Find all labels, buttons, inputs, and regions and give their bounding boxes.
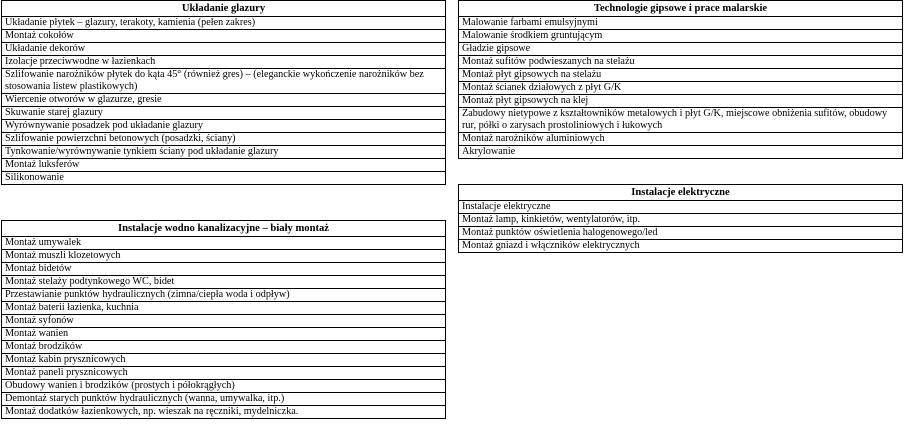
- table-row: [2, 263, 446, 276]
- list-item: Montaż płyt gipsowych na klej: [459, 95, 903, 108]
- table-row: [459, 201, 903, 214]
- table-row: [2, 289, 446, 302]
- list-item: Silikonowanie: [2, 172, 446, 185]
- table-row: [2, 159, 446, 172]
- list-item: Instalacje elektryczne: [459, 201, 903, 214]
- table-row: [459, 56, 903, 69]
- list-item: Akrylowanie: [459, 146, 903, 159]
- table-row: [459, 214, 903, 227]
- table-row: [2, 107, 446, 120]
- list-item: Montaż narożników aluminiowych: [459, 133, 903, 146]
- list-item: Wyrównywanie posadzek pod układanie glazury: [2, 120, 446, 133]
- list-item: Izolacje przeciwwodne w łazienkach: [2, 56, 446, 69]
- table-row: [2, 393, 446, 406]
- list-item: Montaż wanien: [2, 328, 446, 341]
- list-item: Montaż punktów oświetlenia halogenowego/led: [459, 227, 903, 240]
- list-item: Malowanie farbami emulsyjnymi: [459, 17, 903, 30]
- list-item: Montaż cokołów: [2, 30, 446, 43]
- list-item: Montaż luksferów: [2, 159, 446, 172]
- table-row: [2, 302, 446, 315]
- table-title: Instalacje wodno kanalizacyjne – biały montaż: [2, 221, 446, 237]
- list-item: Montaż kabin prysznicowych: [2, 354, 446, 367]
- table-title: Instalacje elektryczne: [459, 185, 903, 201]
- list-item: Skuwanie starej glazury: [2, 107, 446, 120]
- list-item: Demontaż starych punktów hydraulicznych (wanna, umywalka, itp.): [2, 393, 446, 406]
- table-row: [459, 108, 903, 133]
- table-row: [2, 237, 446, 250]
- list-item: Wiercenie otworów w glazurze, gresie: [2, 94, 446, 107]
- table-row: [459, 227, 903, 240]
- list-item: Obudowy wanien i brodzików (prostych i półokrągłych): [2, 380, 446, 393]
- list-item: Gładzie gipsowe: [459, 43, 903, 56]
- table-row: [2, 406, 446, 419]
- table-row: [459, 17, 903, 30]
- table-row: [459, 82, 903, 95]
- list-item: Montaż bidetów: [2, 263, 446, 276]
- table-elektryka: [458, 184, 903, 253]
- list-item: Układanie płytek – glazury, terakoty, kamienia (pełen zakres): [2, 17, 446, 30]
- table-row: [2, 94, 446, 107]
- list-item: Montaż sufitów podwieszanych na stelażu: [459, 56, 903, 69]
- table-row: [459, 240, 903, 253]
- list-item: Montaż umywalek: [2, 237, 446, 250]
- table-row: [2, 380, 446, 393]
- list-item: Tynkowanie/wyrównywanie tynkiem ściany pod układanie glazury: [2, 146, 446, 159]
- list-item: Szlifowanie powierzchni betonowych (posadzki, ściany): [2, 133, 446, 146]
- table-row: [2, 315, 446, 328]
- table-row: [2, 69, 446, 94]
- table-row: [2, 43, 446, 56]
- list-item: Montaż syfonów: [2, 315, 446, 328]
- table-row: [2, 276, 446, 289]
- list-item: Malowanie środkiem gruntującym: [459, 30, 903, 43]
- list-item: Montaż dodatków łazienkowych, np. wieszak na ręczniki, mydelniczka.: [2, 406, 446, 419]
- table-row: [459, 95, 903, 108]
- list-item: Układanie dekorów: [2, 43, 446, 56]
- list-item: Przestawianie punktów hydraulicznych (zimna/ciepła woda i odpływ): [2, 289, 446, 302]
- table-title: Układanie glazury: [2, 1, 446, 17]
- list-item: Zabudowy nietypowe z kształtowników metalowych i płyt G/K, miejscowe obniżenia sufitów, obudowy rur, półki o zarysach prostoliniowych i łukowych: [459, 108, 903, 133]
- table-row: [459, 69, 903, 82]
- table-row: [2, 354, 446, 367]
- table-glazura: [1, 0, 446, 185]
- list-item: Montaż baterii łazienka, kuchnia: [2, 302, 446, 315]
- list-item: Montaż stelaży podtynkowego WC, bidet: [2, 276, 446, 289]
- list-item: Montaż ścianek działowych z płyt G/K: [459, 82, 903, 95]
- list-item: Montaż lamp, kinkietów, wentylatorów, itp.: [459, 214, 903, 227]
- table-row: [2, 367, 446, 380]
- table-title: Technologie gipsowe i prace malarskie: [459, 1, 903, 17]
- table-row: [2, 133, 446, 146]
- table-row: [2, 56, 446, 69]
- list-item: Montaż brodzików: [2, 341, 446, 354]
- table-row: [2, 120, 446, 133]
- list-item: Montaż paneli prysznicowych: [2, 367, 446, 380]
- table-row: [459, 146, 903, 159]
- table-row: [2, 30, 446, 43]
- table-row: [459, 43, 903, 56]
- table-wodkan: [1, 220, 446, 419]
- table-row: [2, 328, 446, 341]
- list-item: Montaż płyt gipsowych na stelażu: [459, 69, 903, 82]
- table-row: [2, 172, 446, 185]
- table-row: [459, 30, 903, 43]
- table-gips: [458, 0, 903, 159]
- list-item: Szlifowanie narożników płytek do kąta 45° (również gres) – (eleganckie wykończenie narożników bez stosowania listew plastikowych): [2, 69, 446, 94]
- list-item: Montaż gniazd i włączników elektrycznych: [459, 240, 903, 253]
- table-row: [2, 17, 446, 30]
- table-row: [2, 341, 446, 354]
- table-row: [459, 133, 903, 146]
- list-item: Montaż muszli klozetowych: [2, 250, 446, 263]
- table-row: [2, 250, 446, 263]
- table-row: [2, 146, 446, 159]
